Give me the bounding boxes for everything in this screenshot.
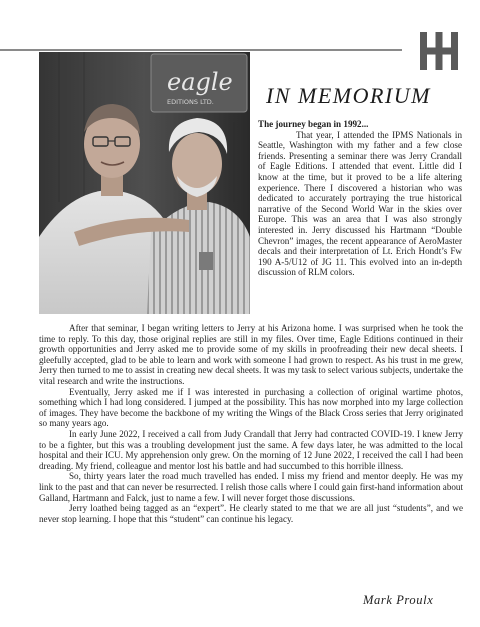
body-paragraph: Eventually, Jerry asked me if I was interested in purchasing a collection of original wartime photos, something which I had long considered. I jumped at the possibility. This has now morphed into my large collection of images. They have become the backbone of my writing the Wings of the Black Cross series that Jerry originated so many years ago. — [39, 386, 463, 429]
page-title: IN MEMORIUM — [266, 83, 431, 108]
intro-text: That year, I attended the IPMS Nationals in Seattle, Washington with my father and a few close friends. Presenting a seminar there was Jerry Crandall of Eagle Editions. I attended that event. Little did I know at the time, but it proved to be a life altering experience. There I discovered a historian who was dedicated to accurately portraying the true historical narrative of the Second World War in the skies over Europe. This was an area that I was also strongly interested in. Jerry discussed his Hartmann “Double Chevron” images, the recent appearance of AeroMaster decals and their interpretation of Lt. Erich Hondt’s Fw 190 A-5/U12 of JG 11. This evolved into an in-depth discussion of RLM colors. — [258, 129, 462, 278]
body-paragraph: In early June 2022, I received a call from Judy Crandall that Jerry had contracted COVID-19. I knew Jerry to be a fighter, but this was a troubling development just the same. A few days later, he was admitted to the local hospital and their ICU. My apprehension only grew. On the morning of 12 June 2022, I received the call I had been dreading. My friend, colleague and mentor lost his battle and had succumbed to this horrible illness. — [39, 428, 463, 471]
memorial-photo — [39, 52, 250, 314]
body-text — [39, 323, 463, 524]
body-paragraph: Jerry loathed being tagged as an “expert”. He clearly stated to me that we are all just “students”, and we never stop learning. I hope that this “student” can continue his legacy. — [39, 503, 463, 524]
intro-heading: The journey began in 1992... — [258, 119, 369, 129]
body-paragraph: So, thirty years later the road much travelled has ended. I miss my friend and mentor deeply. He was my link to the past and that can never be resurrected. I relish those calls where I could gain first-hand information about Galland, Hartmann and Falck, just to name a few. I will never forget those discussions. — [39, 471, 463, 503]
balkenkreuz-icon — [420, 32, 458, 70]
logo-brand: eagle — [167, 68, 233, 96]
photo-illustration — [39, 52, 250, 314]
intro-text-block — [258, 130, 462, 278]
header-rule — [0, 49, 402, 51]
author-signature: Mark Proulx — [363, 593, 434, 607]
body-paragraph: After that seminar, I began writing letters to Jerry at his Arizona home. I was surprised when he took the time to reply. To this day, those original replies are still in my files. Over time, Eagle Editions continued in their growth opportunities and Jerry asked me to provide some of my skills in proofreading their new decal sheets. I gleefully accepted, glad to be able to learn and work with someone I had grown to respect. As his trust in me grew, Jerry then turned to me to assist in creating new decal sheets. It was my task to select various subjects, undertake the vital research and write the instructions. — [39, 323, 464, 386]
intro-column — [258, 119, 462, 278]
logo-line: EDITIONS LTD. — [167, 98, 214, 106]
